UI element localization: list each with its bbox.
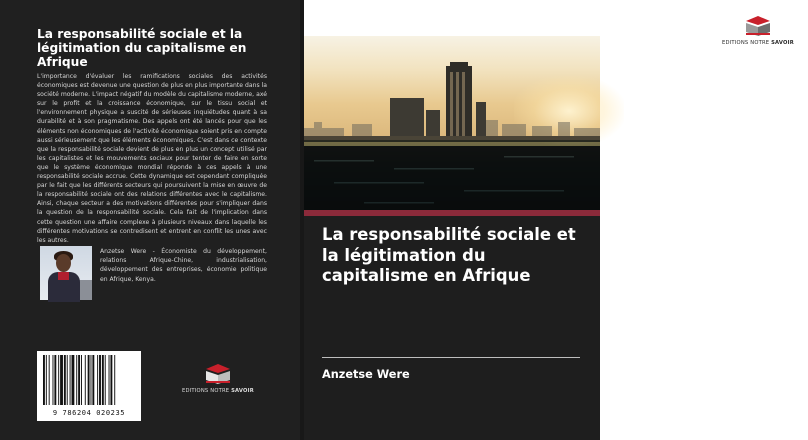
back-cover-title: La responsabilité sociale et la légitimation du capitalisme en Afrique (37, 27, 247, 69)
cover-photo-skyline (304, 36, 600, 216)
publisher-name: EDITIONS NOTRE (182, 388, 232, 394)
publisher-logo-icon (743, 14, 773, 38)
book-blurb: L'importance d'évaluer les ramifications sociales des activités économiques est devenue une question de plus en plus importante dans la société moderne. L'impact négatif du modèle du capitalisme moderne, axé sur le profit et la croissance économique, sur le tissu social et l'environnement physique a suscité de sérieuses inquiétudes quant à sa durabilité et à son pragmatisme. Des appels ont été lancés pour que les éléments non économiques de l'activité économique soient pris en compte aussi sérieusement que les éléments économiques. C'est dans ce contexte que la responsabilité sociale devient de plus en plus un concept utilisé par les capitalistes et les mouvements sociaux pour tenter de faire en sorte que le système économique mondial réponde à ces appels à une responsabilité sociale accrue. Cette dynamique est cependant compliquée par le fait que les différents secteurs qui poursuivent la mise en œuvre de la responsabilité sociale ont des relations différentes avec le capitalisme. Ainsi, chaque secteur a des motivations différentes pour s'impliquer dans la question de la responsabilité sociale. Cela fait de l'implication dans cette question une affaire complexe à plusieurs niveaux dans laquelle les différentes motivations se contredisent et entrent en conflit les unes avec les autres. (37, 73, 267, 244)
front-cover-title: La responsabilité sociale et la légitimation du capitalisme en Afrique (322, 225, 576, 285)
publisher-name-bold: SAVOIR (771, 40, 794, 46)
publisher-logo-back (178, 362, 258, 402)
front-cover (304, 0, 794, 440)
back-cover (0, 0, 300, 440)
divider (322, 357, 580, 358)
author-bio: Anzetse Were - Économiste du développement, relations Afrique-Chine, industrialisation, développement des entreprises, économie politique en Afrique, Kenya. (100, 248, 267, 283)
isbn-barcode (37, 351, 141, 421)
author-photo (40, 246, 92, 300)
publisher-logo-icon (203, 362, 233, 386)
barcode-bars (41, 355, 137, 409)
accent-band (304, 210, 600, 216)
publisher-name-bold: SAVOIR (231, 388, 254, 394)
publisher-name: EDITIONS NOTRE (722, 40, 772, 46)
publisher-logo-front (708, 14, 808, 54)
author-name: Anzetse Were (322, 368, 410, 381)
isbn-number: 9 786204 020235 (52, 409, 126, 417)
